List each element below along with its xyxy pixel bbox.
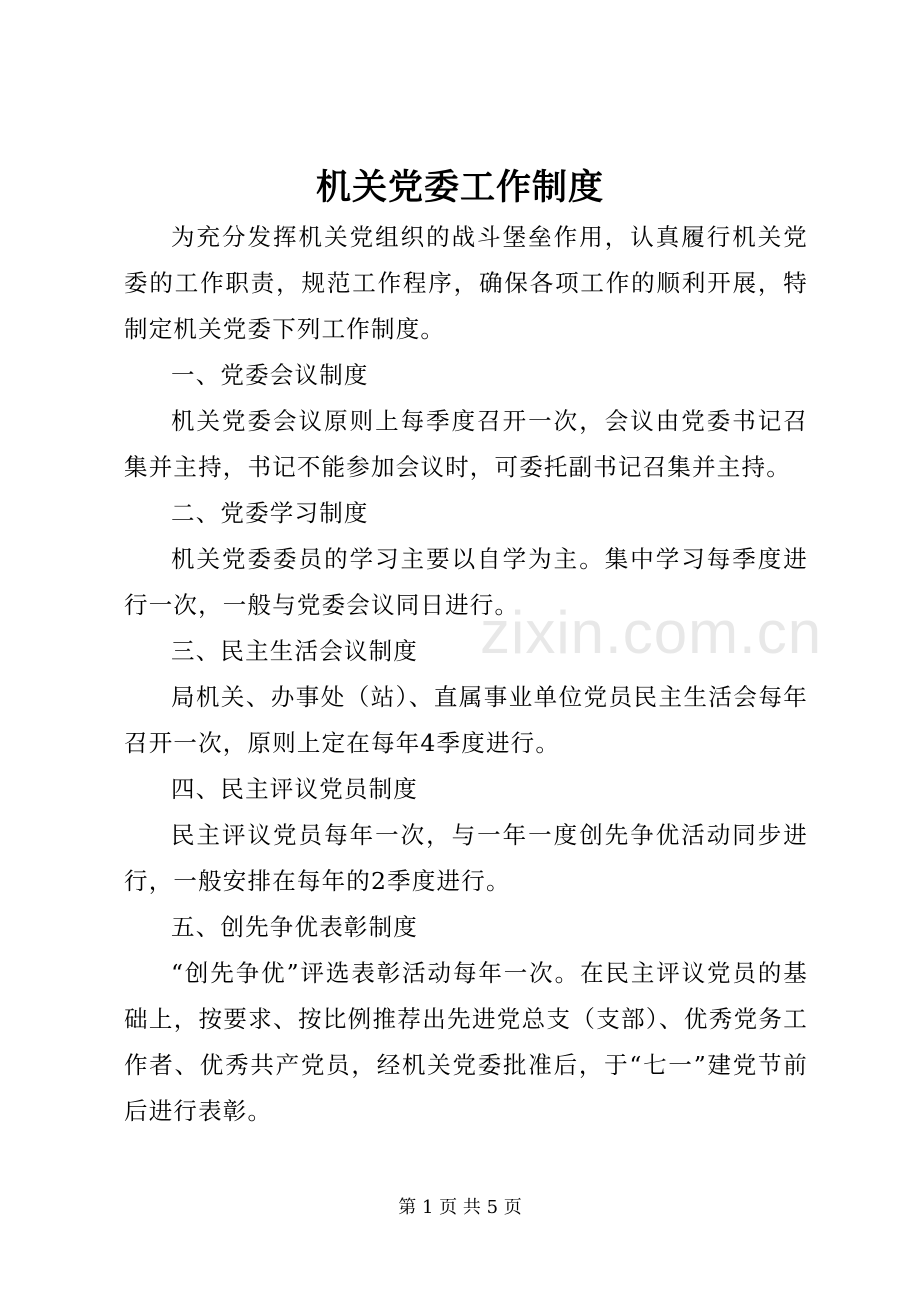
section-heading-1: 一、党委会议制度 <box>171 361 369 389</box>
section-heading-2: 二、党委学习制度 <box>171 499 369 527</box>
section-heading-5: 五、创先争优表彰制度 <box>171 913 418 941</box>
section-paragraph-4: 民主评议党员每年一次，与一年一度创先争优活动同步进行，一般安排在每年的2季度进行。 <box>124 821 808 895</box>
section-paragraph-3: 局机关、办事处（站）、直属事业单位党员民主生活会每年召开一次，原则上定在每年4季度进行。 <box>124 683 808 757</box>
section-heading-4: 四、民主评议党员制度 <box>171 775 418 803</box>
intro-paragraph: 为充分发挥机关党组织的战斗堡垒作用，认真履行机关党委的工作职责，规范工作程序，确保各项工作的顺利开展，特制定机关党委下列工作制度。 <box>124 223 808 343</box>
watermark: zixin.com.cn <box>480 599 823 666</box>
section-paragraph-2: 机关党委委员的学习主要以自学为主。集中学习每季度进行一次，一般与党委会议同日进行。 <box>124 545 808 619</box>
section-heading-3: 三、民主生活会议制度 <box>171 637 418 665</box>
section-paragraph-5: “创先争优”评选表彰活动每年一次。在民主评议党员的基础上，按要求、按比例推荐出先进党总支（支部）、优秀党务工作者、优秀共产党员，经机关党委批准后，于“七一”建党节前后进行表彰。 <box>124 959 808 1125</box>
section-paragraph-1: 机关党委会议原则上每季度召开一次，会议由党委书记召集并主持，书记不能参加会议时，可委托副书记召集并主持。 <box>124 407 808 481</box>
document-body <box>124 214 808 1134</box>
document-title: 机关党委工作制度 <box>315 167 604 208</box>
page-footer: 第 1 页 共 5 页 <box>398 1197 522 1218</box>
